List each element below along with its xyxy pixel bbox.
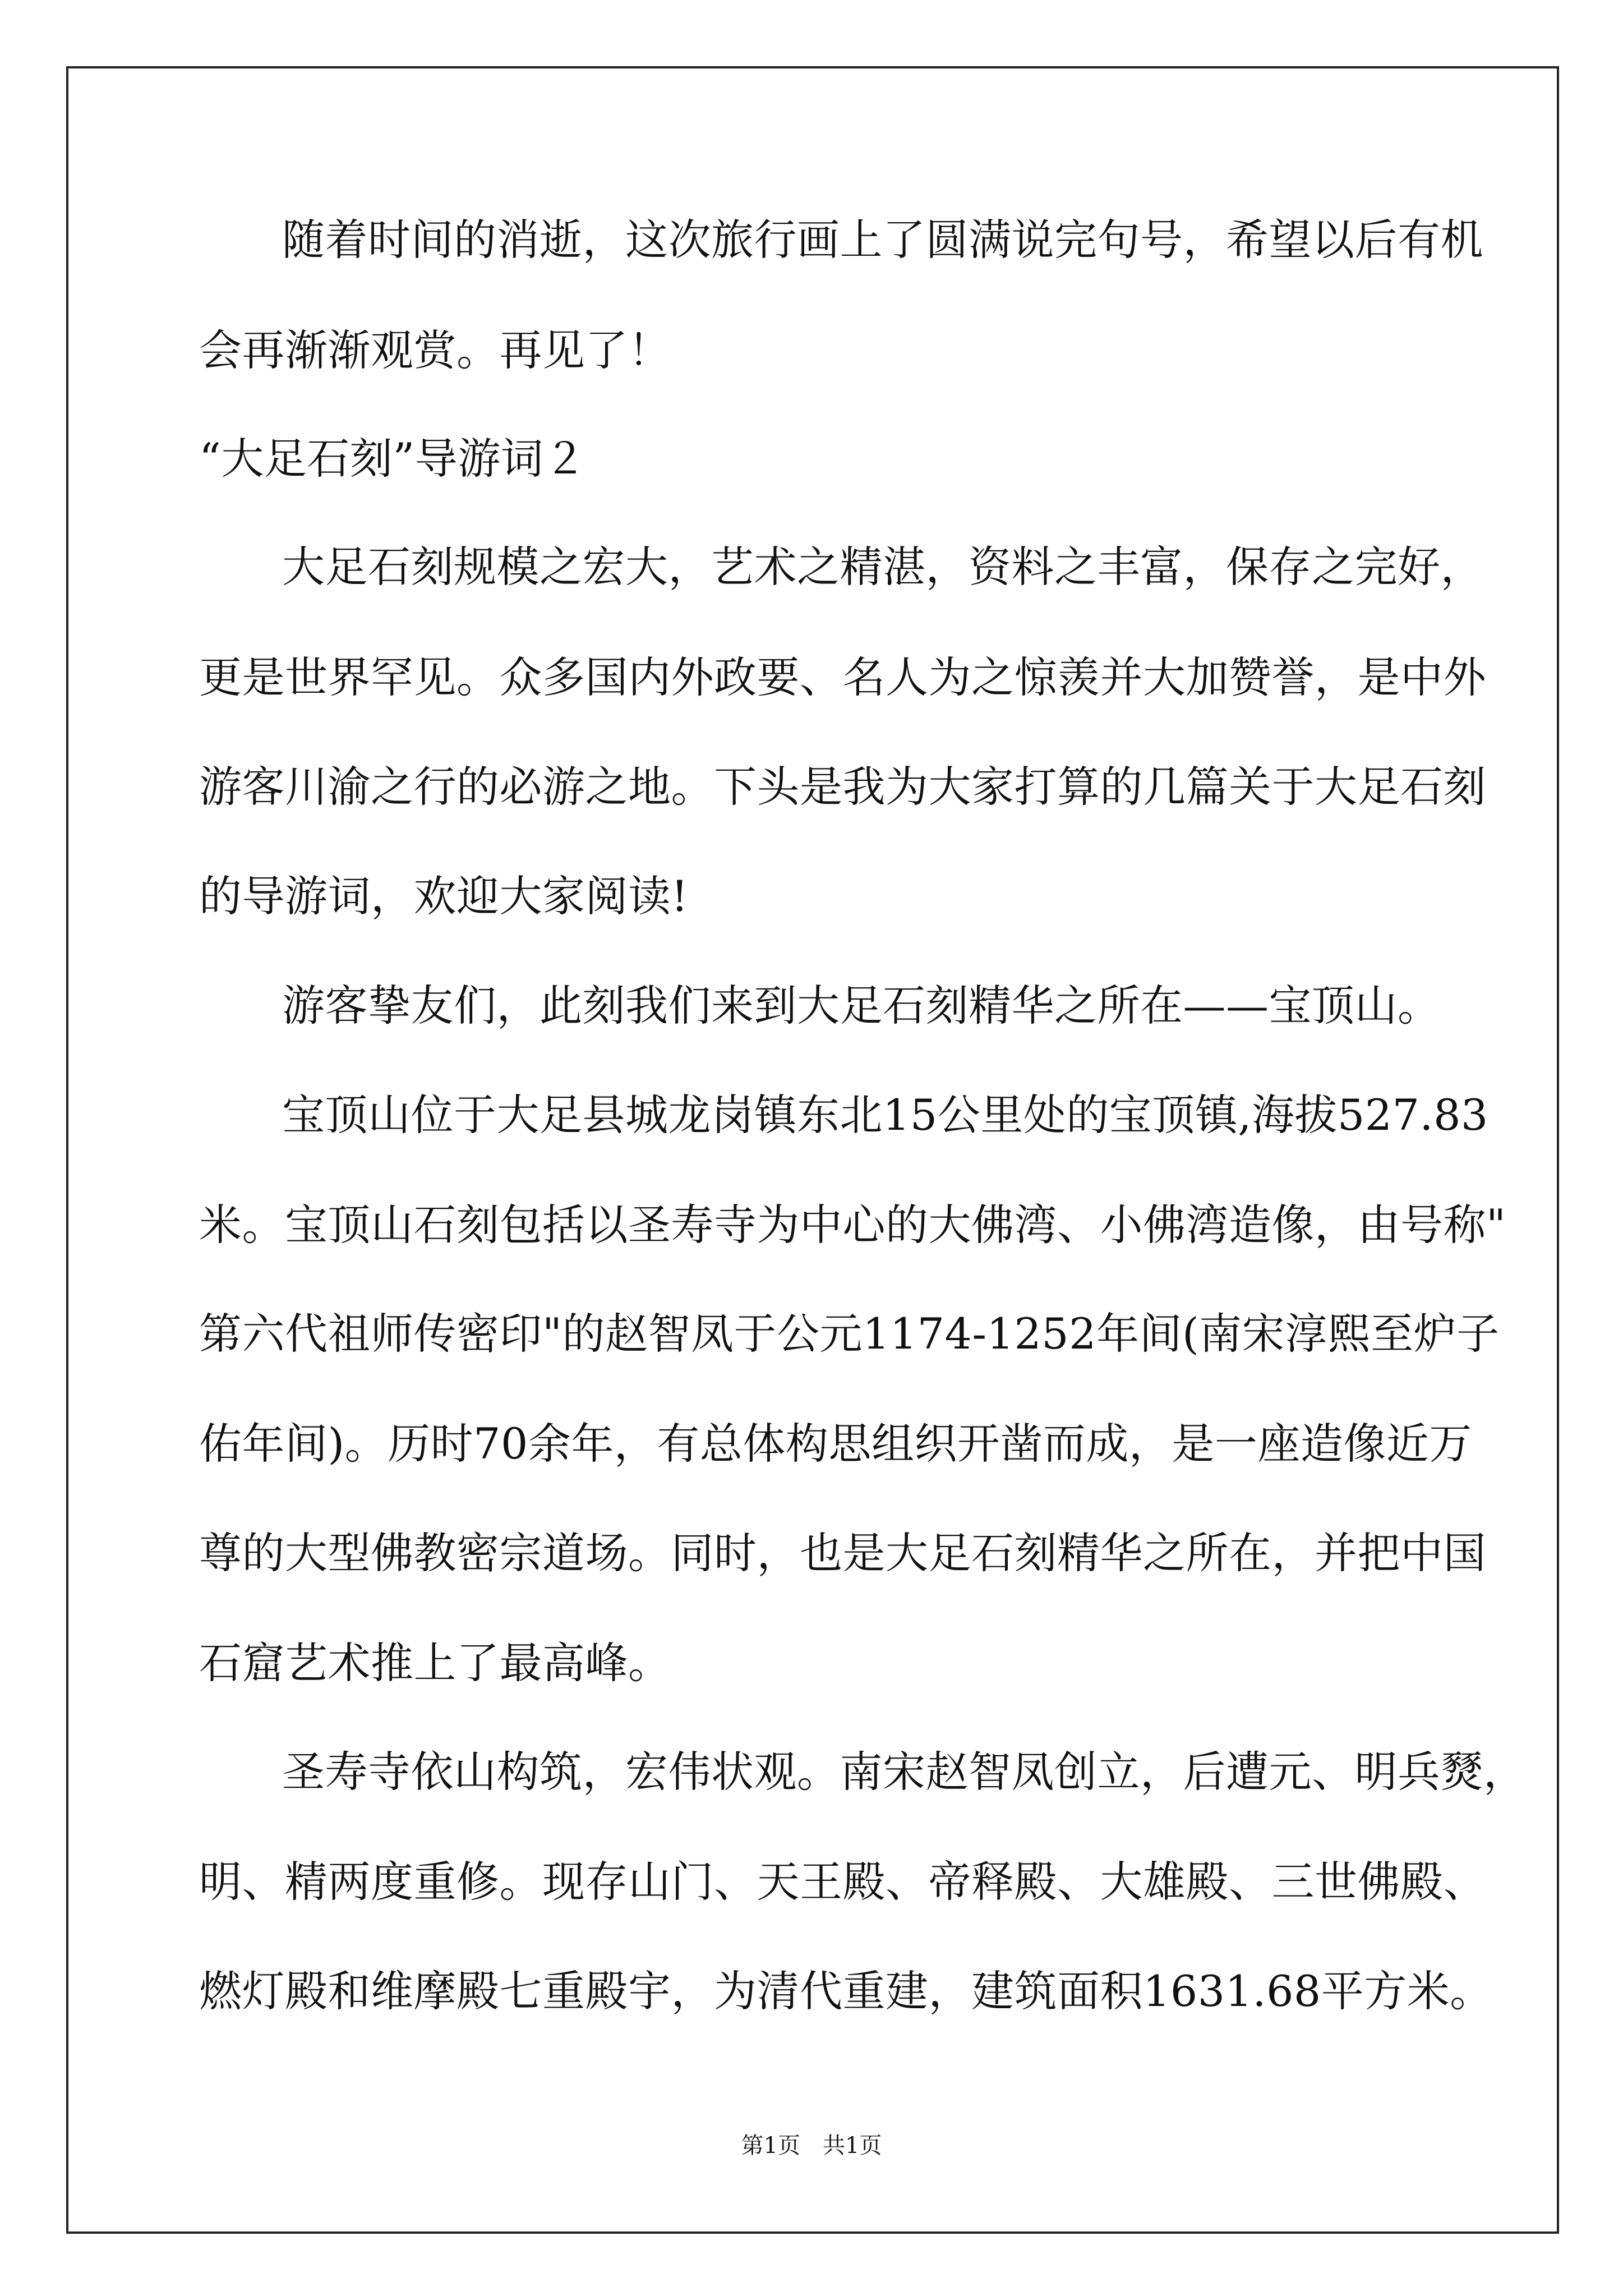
paragraph-line: 燃灯殿和维摩殿七重殿宇，为清代重建，建筑面积1631.68平方米。 bbox=[199, 1966, 1493, 2016]
paragraph-line: 游客川渝之行的必游之地。下头是我为大家打算的几篇关于大足石刻 bbox=[199, 762, 1486, 812]
paragraph-line: 明、精两度重修。现存山门、天王殿、帝释殿、大雄殿、三世佛殿、 bbox=[199, 1857, 1486, 1907]
paragraph-line: 会再渐渐观赏。再见了！ bbox=[199, 325, 671, 375]
paragraph-line: 尊的大型佛教密宗道场。同时，也是大足石刻精华之所在，并把中国 bbox=[199, 1528, 1486, 1578]
section-heading: “大足石刻”导游词２ bbox=[199, 434, 587, 484]
paragraph-line: 佑年间)。历时70余年，有总体构思组织开凿而成，是一座造像近万 bbox=[199, 1419, 1472, 1469]
paragraph-line: 石窟艺术推上了最高峰。 bbox=[199, 1638, 671, 1688]
paragraph-line: 更是世界罕见。众多国内外政要、名人为之惊羡并大加赞誉，是中外 bbox=[199, 652, 1486, 702]
paragraph-line: 的导游词，欢迎大家阅读! bbox=[199, 871, 689, 921]
paragraph-line: 圣寿寺依山构筑，宏伟状观。南宋赵智凤创立，后遭元、明兵燹， bbox=[282, 1747, 1527, 1797]
paragraph-line: 大足石刻规模之宏大，艺术之精湛，资料之丰富，保存之完好， bbox=[282, 542, 1483, 592]
paragraph-line: 第六代祖师传密印"的赵智凤于公元1174-1252年间(南宋淳熙至炉子 bbox=[199, 1309, 1500, 1359]
paragraph-line: 宝顶山位于大足县城龙岗镇东北15公里处的宝顶镇,海拔527.83 bbox=[282, 1090, 1488, 1140]
paragraph-line: 游客挚友们，此刻我们来到大足石刻精华之所在——宝顶山。 bbox=[282, 981, 1441, 1030]
page-footer: 第1页 共1页 bbox=[741, 2133, 882, 2159]
paragraph-line: 米。宝顶山石刻包括以圣寿寺为中心的大佛湾、小佛湾造像，由号称" bbox=[199, 1200, 1506, 1250]
paragraph-line: 随着时间的消逝，这次旅行画上了圆满说完句号，希望以后有机 bbox=[282, 215, 1483, 265]
